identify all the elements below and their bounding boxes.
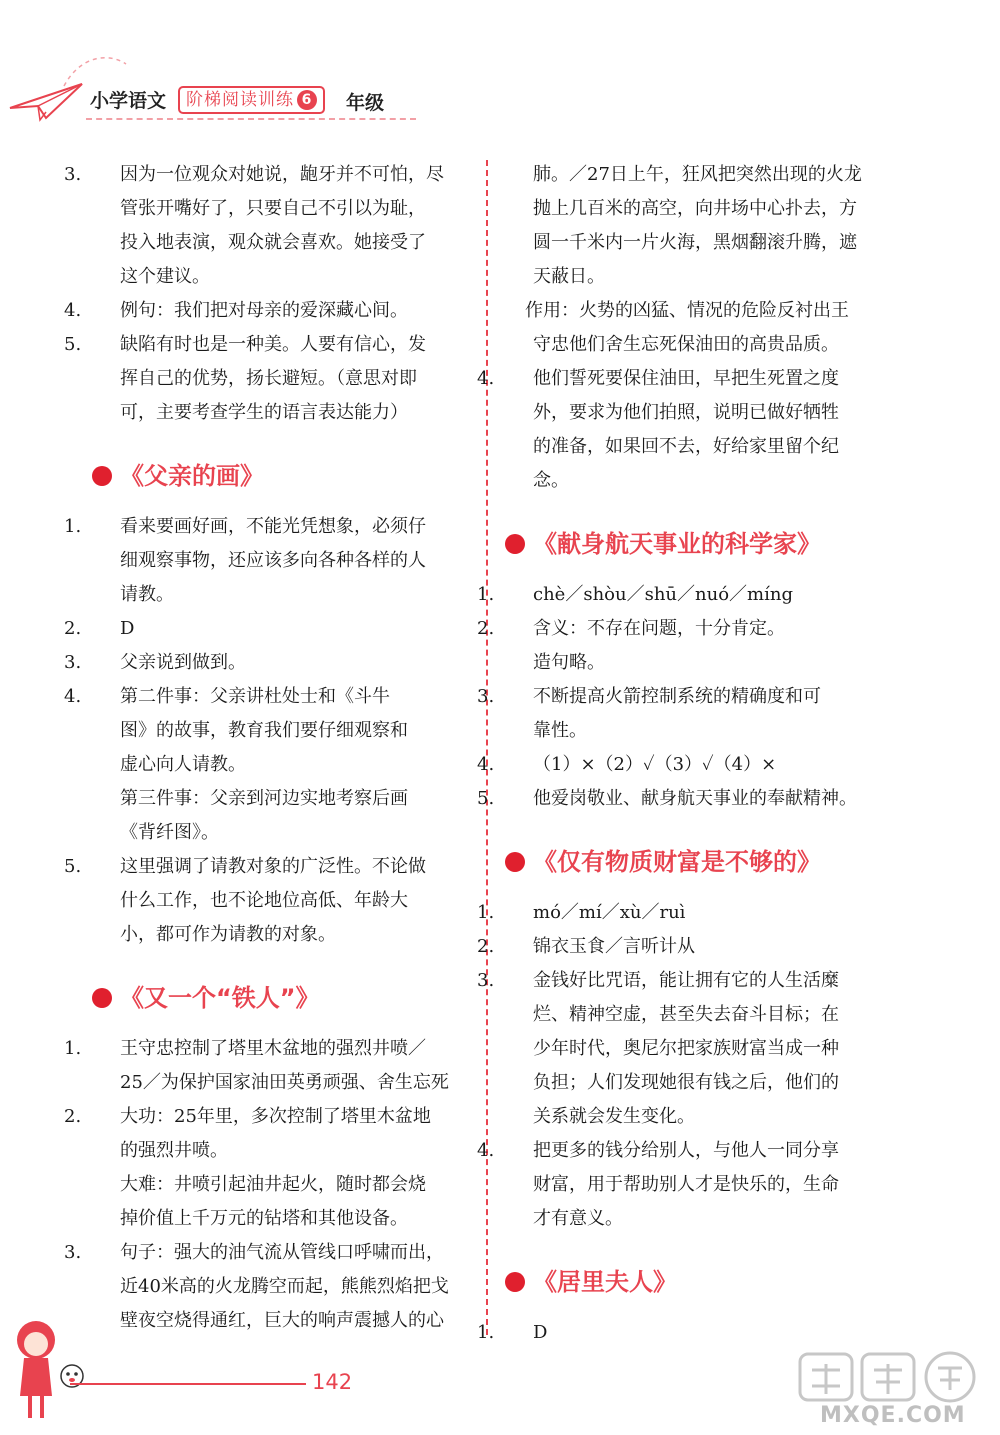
header-dashed-line (86, 118, 416, 120)
answer-line: 请教。 (120, 584, 174, 605)
answer-item: 4. （1）×（2）✓（3）✓（4）× (477, 754, 777, 775)
bullet-dot-icon (92, 988, 112, 1008)
section-title-fuqin: 《父亲的画》 (92, 456, 472, 496)
girl-with-puppy-icon (6, 1318, 90, 1428)
answer-item: 1. mó／mí／xù／ruì (477, 902, 686, 923)
answer-line: 挥自己的优势，扬长避短。（意思对即 (120, 368, 417, 389)
answer-line: 抛上几百米的高空，向井场中心扑去，方 (533, 198, 857, 219)
answer-item: 5. 这里强调了请教对象的广泛性。不论做 (64, 856, 426, 877)
section-title-caifu: 《仅有物质财富是不够的》 (505, 842, 885, 882)
section-title-kexuejia: 《献身航天事业的科学家》 (505, 524, 885, 564)
answer-line: 掉价值上千万元的钻塔和其他设备。 (120, 1208, 408, 1229)
answer-line: 外，要求为他们拍照，说明已做好牺牲 (533, 402, 839, 423)
section-title-tieren: 《又一个“铁人”》 (92, 978, 472, 1018)
subject-label: 小学语文 (90, 90, 167, 112)
answer-item: 1. D (477, 1322, 548, 1343)
section-title-juli: 《居里夫人》 (505, 1262, 885, 1302)
answer-line: 大难：井喷引起油井起火，随时都会烧 (120, 1174, 426, 1195)
right-column (477, 158, 885, 1350)
answer-item: 4. 例句：我们把对母亲的爱深藏心间。 (64, 300, 408, 321)
answer-line: 天蔽日。 (533, 266, 605, 287)
dashed-flight-path-icon (60, 50, 130, 90)
grade-number-badge: 6 (297, 90, 317, 110)
answer-item: 4. 第二件事：父亲讲杜处士和《斗牛 (64, 686, 390, 707)
answer-item: 1. 看来要画好画，不能光凭想象，必须仔 (64, 516, 426, 537)
answer-line: 什么工作，也不论地位高低、年龄大 (120, 890, 408, 911)
answer-line: 负担；人们发现她很有钱之后，他们的 (533, 1072, 839, 1093)
answer-line: 图》的故事，教育我们要仔细观察和 (120, 720, 408, 741)
page-header (0, 0, 1000, 140)
watermark-logo (796, 1350, 986, 1406)
bullet-dot-icon (505, 534, 525, 554)
answer-list-fuqin (64, 510, 472, 952)
answer-continuation (477, 158, 885, 498)
answer-line: 可，主要考查学生的语言表达能力） (120, 402, 408, 423)
answer-line: 肺。／27日上午，狂风把突然出现的火龙 (533, 164, 862, 185)
answer-item: 3. 父亲说到做到。 (64, 652, 246, 673)
answer-list-juli (477, 1316, 885, 1350)
series-badge (178, 86, 325, 114)
answer-line: 壁夜空烧得通红，巨大的响声震撼人的心 (120, 1310, 444, 1331)
answer-line: 管张开嘴好了，只要自己不引以为耻， (120, 198, 426, 219)
answer-line: 守忠他们舍生忘死保油田的高贵品质。 (533, 334, 839, 355)
answer-line: 细观察事物，还应该多向各种各样的人 (120, 550, 426, 571)
answer-line: 靠性。 (533, 720, 587, 741)
answer-list-caifu (477, 896, 885, 1236)
answer-item: 3. 因为一位观众对她说，龅牙并不可怕，尽 (64, 164, 444, 185)
watermark-text: MXQE.COM (820, 1403, 966, 1428)
answer-line: 财富，用于帮助别人才是快乐的，生命 (533, 1174, 839, 1195)
answer-line: 的准备，如果回不去，好给家里留个纪 (533, 436, 839, 457)
page-number: 142 (312, 1370, 353, 1394)
answer-item: 2. 含义：不存在问题，十分肯定。 (477, 618, 785, 639)
answer-line: 第三件事：父亲到河边实地考察后画 (120, 788, 408, 809)
answer-line: 近40米高的火龙腾空而起，熊熊烈焰把戈 (120, 1276, 449, 1297)
answer-list-kexuejia (477, 578, 885, 816)
left-column (64, 158, 472, 1338)
answer-line: 造句略。 (533, 652, 605, 673)
answer-item: 1. 王守忠控制了塔里木盆地的强烈井喷／ (64, 1038, 426, 1059)
series-label: 阶梯阅读训练 (186, 90, 294, 110)
answer-item: 5. 他爱岗敬业、献身航天事业的奉献精神。 (477, 788, 857, 809)
answer-line: 少年时代，奥尼尔把家族财富当成一种 (533, 1038, 839, 1059)
answer-line: 关系就会发生变化。 (533, 1106, 695, 1127)
bullet-dot-icon (505, 852, 525, 872)
answer-item: 5. 缺陷有时也是一种美。人要有信心，发 (64, 334, 426, 355)
answer-line: 25／为保护国家油田英勇顽强、舍生忘死 (120, 1072, 449, 1093)
answer-list-tieren (64, 1032, 472, 1338)
answer-line: 的强烈井喷。 (120, 1140, 228, 1161)
answer-item: 1. chè／shòu／shū／nuó／míng (477, 584, 793, 605)
answer-item: 3. 不断提高火箭控制系统的精确度和可 (477, 686, 821, 707)
footer-line (70, 1383, 306, 1385)
answer-item: 3. 句子：强大的油气流从管线口呼啸而出， (64, 1242, 444, 1263)
answer-line: 小，都可作为请教的对象。 (120, 924, 336, 945)
grade-label: 年级 (346, 92, 385, 114)
answer-line: 烂、精神空虚，甚至失去奋斗目标；在 (533, 1004, 839, 1025)
answer-item: 4. 把更多的钱分给别人，与他人一同分享 (477, 1140, 839, 1161)
answer-line: 念。 (533, 470, 569, 491)
bullet-dot-icon (92, 466, 112, 486)
answer-item: 2. 大功：25年里，多次控制了塔里木盆地 (64, 1106, 431, 1127)
answer-list-previous (64, 158, 472, 430)
answer-line: 这个建议。 (120, 266, 210, 287)
answer-line: 作用：火势的凶猛、情况的危险反衬出王 (525, 300, 849, 321)
answer-line: 才有意义。 (533, 1208, 623, 1229)
answer-line: 《背纤图》。 (120, 822, 219, 843)
answer-item: 2. D (64, 618, 135, 639)
answer-line: 圆一千米内一片火海，黑烟翻滚升腾，遮 (533, 232, 857, 253)
answer-line: 投入地表演，观众就会喜欢。她接受了 (120, 232, 426, 253)
answer-item: 4. 他们誓死要保住油田，早把生死置之度 (477, 368, 839, 389)
answer-item: 2. 锦衣玉食／言听计从 (477, 936, 695, 957)
answer-item: 3. 金钱好比咒语，能让拥有它的人生活糜 (477, 970, 839, 991)
answer-line: 虚心向人请教。 (120, 754, 246, 775)
bullet-dot-icon (505, 1272, 525, 1292)
